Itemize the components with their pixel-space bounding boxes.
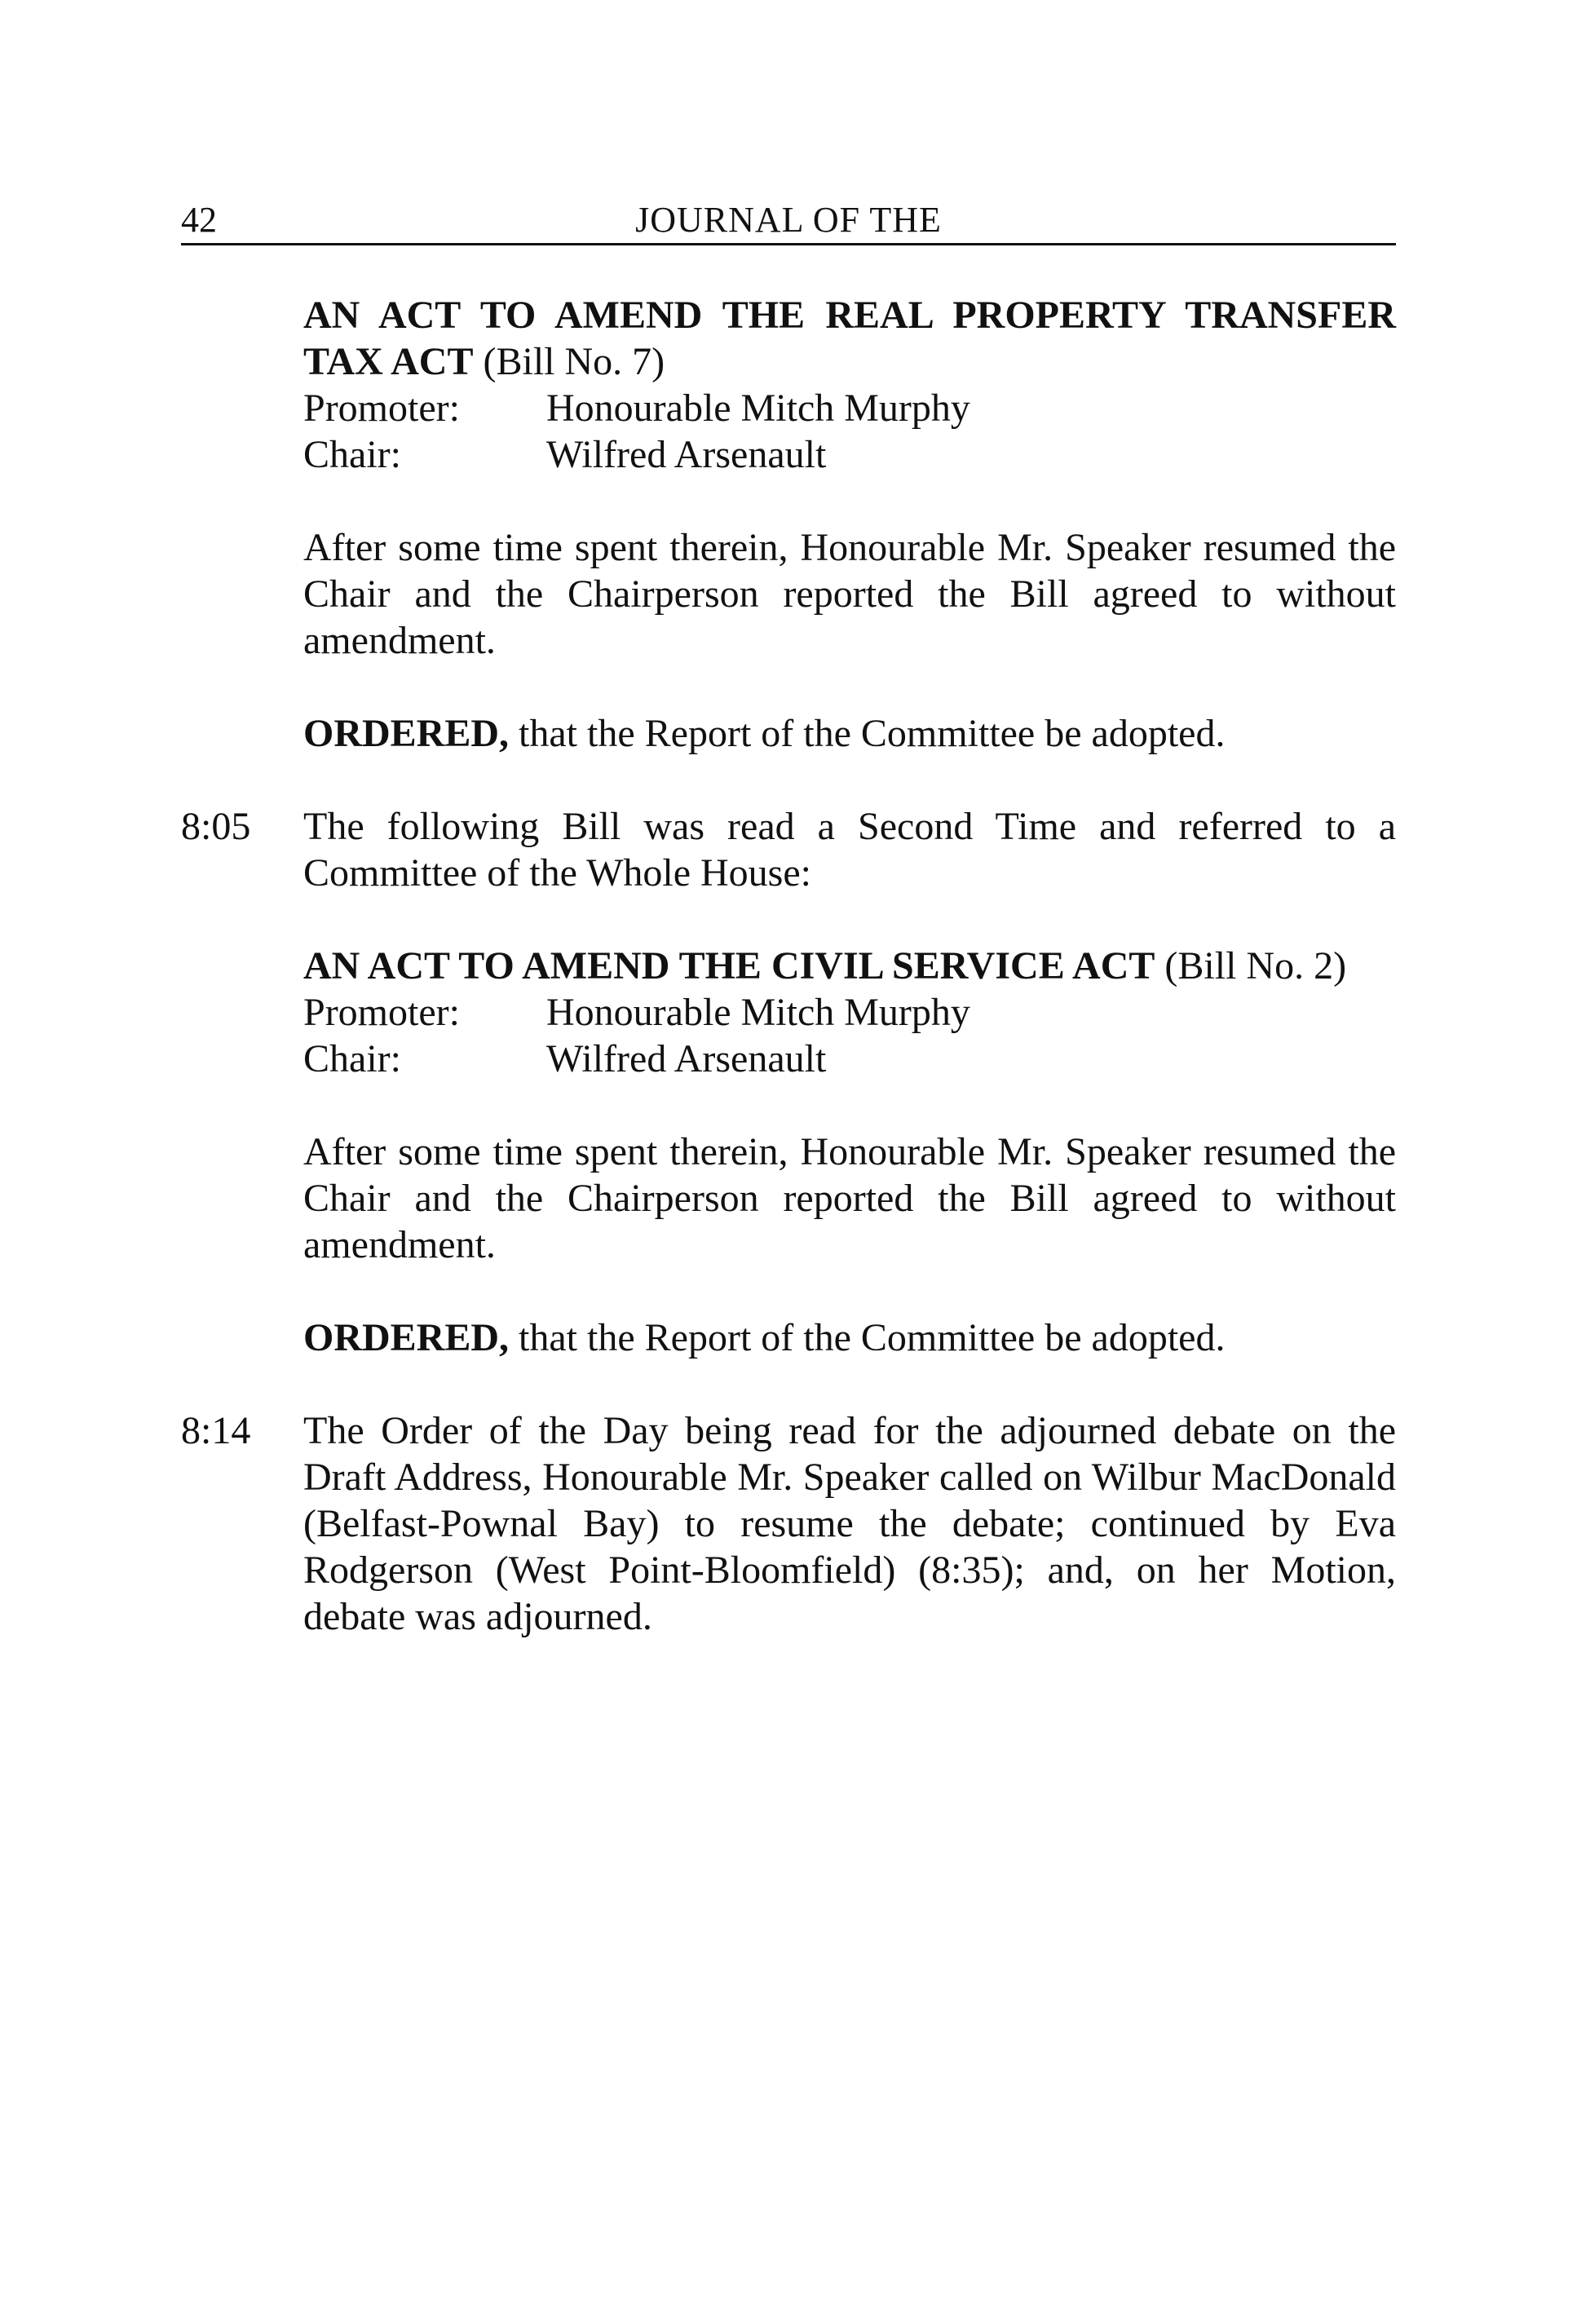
bill-7-chair-row [303, 431, 1396, 478]
promoter-name: Honourable Mitch Murphy [546, 991, 970, 1034]
running-header [181, 197, 1396, 245]
chair-name: Wilfred Arsenault [546, 1037, 827, 1080]
entry-text: The Order of the Day being read for the adjourned debate on the Draft Address, Honourable Mr. Speaker called on Wilbur MacDonald (Belfast-Pownal Bay) to resume the debate; continued by Eva Rodgerson (West Point-Bloomfield) (8:35); and, on her Motion, debate was adjourned. [303, 1409, 1396, 1638]
bill-2-chair-row [303, 1036, 1396, 1082]
chair-name: Wilfred Arsenault [546, 433, 827, 476]
bill-2-section [303, 943, 1396, 1361]
entry-814 [181, 1407, 1396, 1640]
promoter-label: Promoter: [303, 387, 460, 430]
promoter-name: Honourable Mitch Murphy [546, 387, 970, 430]
entry-805 [181, 803, 1396, 896]
journal-body [181, 292, 1396, 1640]
bill-7-number: (Bill No. 7) [483, 340, 665, 383]
bill-7-section [303, 292, 1396, 757]
ordered-label: ORDERED, [303, 712, 510, 755]
entry-time: 8:14 [181, 1409, 251, 1452]
promoter-label: Promoter: [303, 991, 460, 1034]
bill-2-promoter-row [303, 989, 1396, 1036]
bill-7-report-paragraph: After some time spent therein, Honourable Mr. Speaker resumed the Chair and the Chairperson reported the Bill agreed to without amendment. [303, 526, 1396, 662]
bill-7-heading [303, 292, 1396, 385]
ordered-text: that the Report of the Committee be adopted. [519, 1316, 1226, 1359]
entry-time: 8:05 [181, 805, 251, 848]
ordered-text: that the Report of the Committee be adopted. [519, 712, 1226, 755]
ordered-label: ORDERED, [303, 1316, 510, 1359]
bill-7-title: AN ACT TO AMEND THE REAL PROPERTY TRANSFER TAX ACT [303, 294, 1396, 383]
bill-2-number: (Bill No. 2) [1164, 944, 1347, 987]
chair-label: Chair: [303, 1037, 401, 1080]
journal-title: JOURNAL OF THE [635, 200, 942, 240]
bill-2-ordered-paragraph [303, 1314, 1396, 1361]
bill-7-ordered-paragraph [303, 710, 1396, 757]
bill-2-title: AN ACT TO AMEND THE CIVIL SERVICE ACT [303, 944, 1155, 987]
entry-text: The following Bill was read a Second Time and referred to a Committee of the Whole House: [303, 805, 1396, 895]
bill-2-heading [303, 943, 1396, 989]
bill-2-report-paragraph: After some time spent therein, Honourable Mr. Speaker resumed the Chair and the Chairperson reported the Bill agreed to without amendment. [303, 1130, 1396, 1266]
bill-7-promoter-row [303, 385, 1396, 431]
page-number: 42 [181, 200, 217, 240]
chair-label: Chair: [303, 433, 401, 476]
